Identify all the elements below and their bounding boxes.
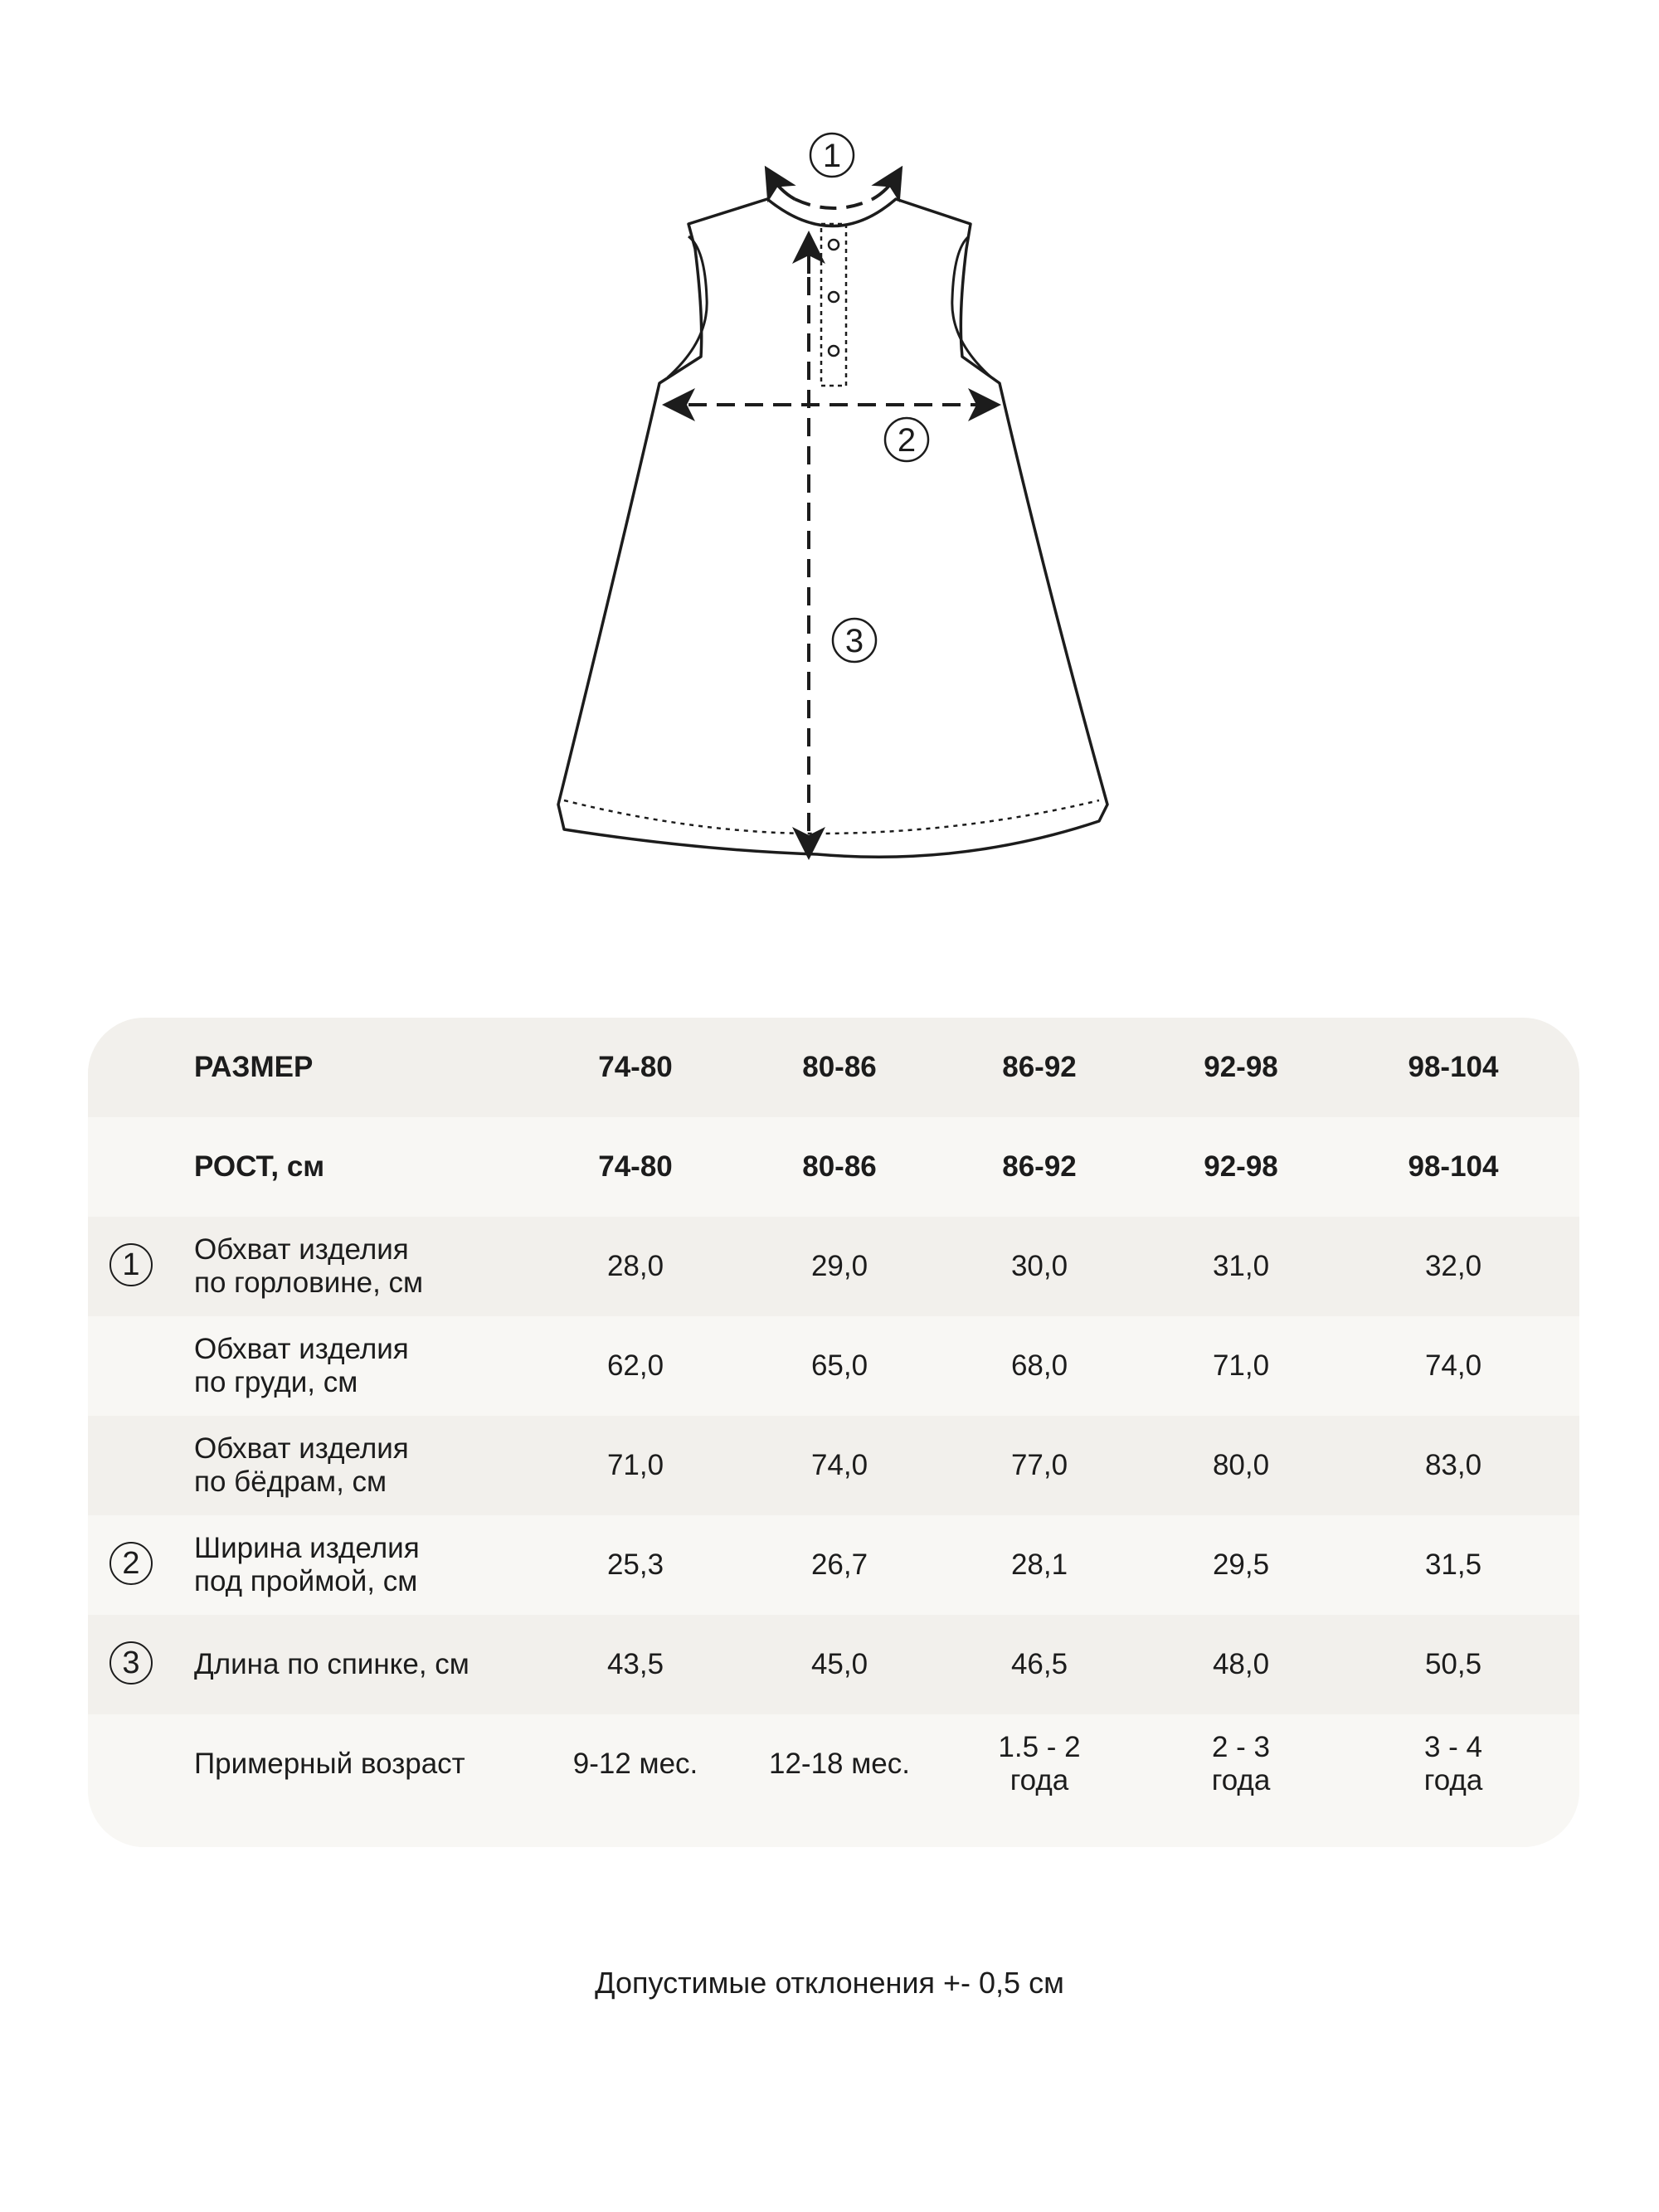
table-cell: 86-92 (1002, 1150, 1077, 1183)
row-label: РАЗМЕР (194, 1051, 314, 1083)
table-cell: 77,0 (1010, 1449, 1068, 1481)
table-cell: 80-86 (802, 1051, 877, 1083)
table-row (88, 1615, 1579, 1714)
table-cell: 74,0 (1424, 1349, 1482, 1382)
neck-circumference-arrow (795, 199, 873, 208)
callout-1 (810, 134, 854, 177)
table-cell: 98-104 (1408, 1150, 1499, 1183)
button (829, 346, 839, 356)
table-cell: 31,0 (1212, 1250, 1270, 1282)
table-cell: 45,0 (810, 1648, 868, 1680)
dress-measurement-diagram (0, 0, 1659, 912)
table-cell: 92-98 (1204, 1051, 1278, 1083)
table-row (88, 1316, 1579, 1416)
table-cell: 12-18 мес. (769, 1748, 910, 1780)
row-marker: 3 (109, 1641, 153, 1685)
table-cell: 80-86 (802, 1150, 877, 1183)
table-cell: 9-12 мес. (572, 1748, 698, 1780)
table-cell: 50,5 (1424, 1648, 1482, 1680)
table-row (88, 1416, 1579, 1515)
callout-2 (885, 418, 928, 461)
row-marker: 1 (109, 1243, 153, 1286)
row-label: Обхват изделия по бёдрам, см (194, 1432, 409, 1498)
table-cell: 28,0 (606, 1250, 664, 1282)
table-cell: 25,3 (606, 1548, 664, 1581)
row-label: Обхват изделия по груди, см (194, 1333, 409, 1398)
table-cell: 28,1 (1010, 1548, 1068, 1581)
table-cell: 92-98 (1204, 1150, 1278, 1183)
button (829, 292, 839, 302)
table-cell: 74-80 (598, 1051, 673, 1083)
table-cell: 74,0 (810, 1449, 868, 1481)
placket (821, 224, 846, 386)
table-cell: 83,0 (1424, 1449, 1482, 1481)
table-row (88, 1117, 1579, 1217)
table-cell: 65,0 (810, 1349, 868, 1382)
table-cell: 32,0 (1424, 1250, 1482, 1282)
table-row (88, 1515, 1579, 1615)
table-cell: 86-92 (1002, 1051, 1077, 1083)
table-cell: 80,0 (1212, 1449, 1270, 1481)
row-label: Длина по спинке, см (194, 1648, 469, 1680)
right-armhole-binding (952, 236, 991, 377)
table-row (88, 1217, 1579, 1316)
table-cell: 43,5 (606, 1648, 664, 1680)
table-cell: 71,0 (1212, 1349, 1270, 1382)
callout-3 (833, 619, 876, 662)
table-cell: 30,0 (1010, 1250, 1068, 1282)
table-cell: 31,5 (1424, 1548, 1482, 1581)
table-cell: 29,0 (810, 1250, 868, 1282)
table-cell: 98-104 (1408, 1051, 1499, 1083)
table-row (88, 1714, 1579, 1847)
row-label: Обхват изделия по горловине, см (194, 1233, 424, 1299)
table-cell: 29,5 (1212, 1548, 1270, 1581)
table-cell: 68,0 (1010, 1349, 1068, 1382)
row-label: Ширина изделия под проймой, см (194, 1532, 420, 1597)
table-cell: 2 - 3 года (1211, 1731, 1271, 1796)
neck-arrow-right (873, 174, 898, 199)
row-marker: 2 (109, 1542, 153, 1585)
tolerance-note: Допустимые отклонения +- 0,5 см (595, 1966, 1064, 2000)
svg-text:2: 2 (897, 422, 917, 459)
hem-stitch (564, 800, 1099, 834)
table-cell: 26,7 (810, 1548, 868, 1581)
table-cell: 48,0 (1212, 1648, 1270, 1680)
row-label: РОСТ, см (194, 1150, 325, 1183)
size-table (88, 1018, 1579, 1847)
table-cell: 62,0 (606, 1349, 664, 1382)
table-row (88, 1018, 1579, 1117)
row-label: Примерный возраст (194, 1748, 465, 1780)
button (829, 240, 839, 250)
table-cell: 74-80 (598, 1150, 673, 1183)
svg-text:3: 3 (844, 623, 864, 659)
table-cell: 3 - 4 года (1423, 1731, 1483, 1796)
table-cell: 46,5 (1010, 1648, 1068, 1680)
table-cell: 1.5 - 2 года (998, 1731, 1081, 1796)
svg-text:1: 1 (822, 138, 842, 174)
dress-outline (558, 199, 1107, 857)
table-cell: 71,0 (606, 1449, 664, 1481)
